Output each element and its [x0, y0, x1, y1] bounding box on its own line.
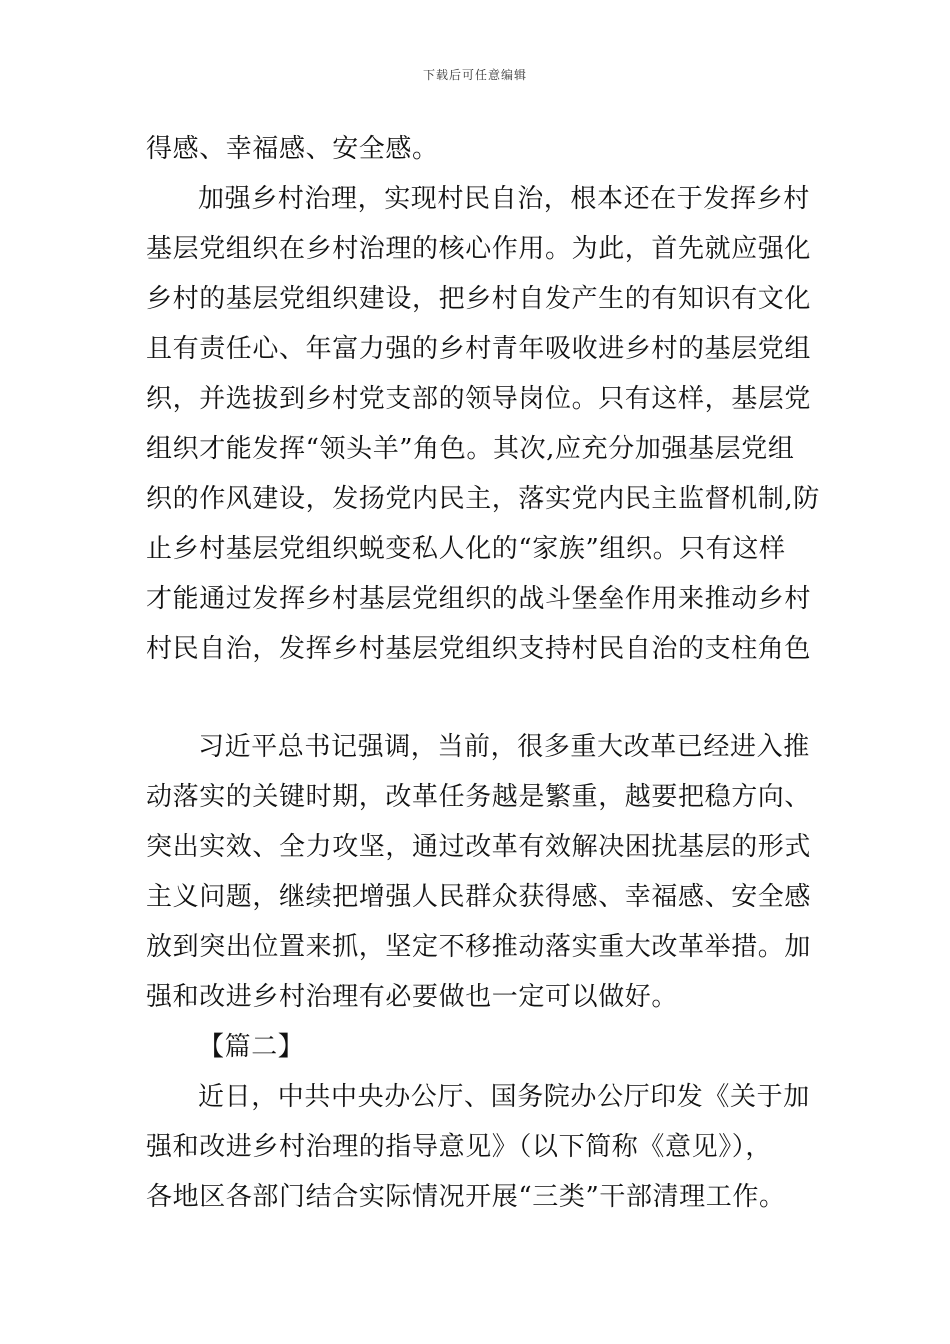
text-line: 才能通过发挥乡村基层党组织的战斗堡垒作用来推动乡村: [146, 584, 812, 614]
section-heading: 【篇二】: [198, 1032, 305, 1062]
text-line: 放到突出位置来抓，坚定不移推动落实重大改革举措。加: [146, 932, 812, 962]
text-line: 且有责任心、年富力强的乡村青年吸收进乡村的基层党组: [146, 334, 812, 364]
text-line: 加强乡村治理，实现村民自治，根本还在于发挥乡村: [198, 184, 810, 214]
text-line: 动落实的关键时期，改革任务越是繁重，越要把稳方向、: [146, 782, 812, 812]
text-line: 织的作风建设，发扬党内民主，落实党内民主监督机制,防: [146, 484, 820, 514]
text-line: 各地区各部门结合实际情况开展“三类”干部清理工作。: [146, 1182, 786, 1212]
text-line: 强和改进乡村治理的指导意见》（以下简称《意见》），: [146, 1132, 773, 1162]
text-line: 止乡村基层党组织蜕变私人化的“家族”组织。只有这样: [146, 534, 786, 564]
text-line: 得感、幸福感、安全感。: [146, 134, 439, 164]
text-line: 织，并选拔到乡村党支部的领导岗位。只有这样，基层党: [146, 384, 812, 414]
text-line: 基层党组织在乡村治理的核心作用。为此，首先就应强化: [146, 234, 812, 264]
page-header-note: 下载后可任意编辑: [422, 68, 527, 82]
text-line: 近日，中共中央办公厅、国务院办公厅印发《关于加: [198, 1082, 810, 1112]
text-line: 村民自治，发挥乡村基层党组织支持村民自治的支柱角色: [146, 634, 812, 664]
text-line: 组织才能发挥“领头羊”角色。其次,应充分加强基层党组: [146, 434, 795, 464]
text-line: 强和改进乡村治理有必要做也一定可以做好。: [146, 982, 679, 1012]
text-line: 乡村的基层党组织建设，把乡村自发产生的有知识有文化: [146, 284, 812, 314]
text-line: 习近平总书记强调，当前，很多重大改革已经进入推: [198, 732, 810, 762]
text-line: 突出实效、全力攻坚，通过改革有效解决困扰基层的形式: [146, 832, 812, 862]
text-line: 主义问题，继续把增强人民群众获得感、幸福感、安全感: [146, 882, 812, 912]
